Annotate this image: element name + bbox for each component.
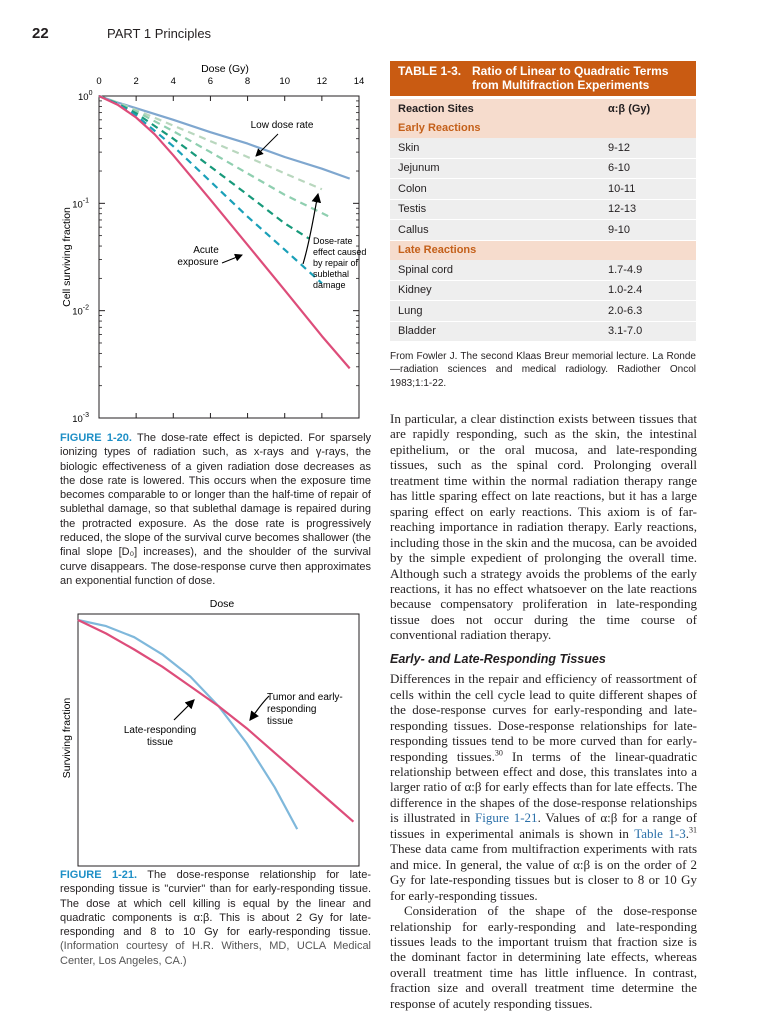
- body-column: [390, 411, 697, 1011]
- table-group-label: Late Reactions: [390, 240, 696, 260]
- arrow-acute: [222, 255, 242, 263]
- table-title: [390, 61, 696, 96]
- table-row: [390, 280, 696, 301]
- label-dr-4: sublethal: [313, 269, 350, 279]
- x-axis-title: Dose: [209, 598, 235, 610]
- label-dr-1: Dose-rate: [313, 236, 353, 246]
- ratio-cell: 6-10: [600, 158, 696, 179]
- site-cell: Colon: [390, 179, 600, 200]
- label-tumor-3: tissue: [267, 716, 294, 727]
- series-line-dose-rate-3: [99, 96, 309, 239]
- label-tumor-2: responding: [267, 704, 317, 715]
- y-tick-label: $10^0$: [78, 90, 93, 103]
- site-cell: Callus: [390, 220, 600, 241]
- label-dr-3: by repair of: [313, 258, 359, 268]
- site-cell: Spinal cord: [390, 260, 600, 280]
- table-label: TABLE 1-3.: [398, 64, 462, 78]
- figure-1-21-chart: [56, 592, 376, 868]
- x-tick-label: 0: [96, 76, 102, 87]
- ratio-cell: 9-10: [600, 220, 696, 241]
- site-cell: Kidney: [390, 280, 600, 301]
- label-dr-2: effect caused: [313, 247, 367, 257]
- figure-link[interactable]: Figure 1-21: [475, 810, 538, 826]
- figure-1-21-caption: [60, 868, 371, 968]
- caption-label: FIGURE 1-21.: [60, 869, 138, 881]
- caption-label: FIGURE 1-20.: [60, 432, 132, 444]
- x-tick-label: 4: [170, 76, 176, 87]
- table-row: [390, 260, 696, 280]
- x-tick-label: 6: [207, 76, 214, 87]
- dose-response-curves: [78, 620, 353, 829]
- table-header-cell: Reaction Sites: [390, 99, 600, 119]
- table-row: [390, 301, 696, 322]
- table-row: [390, 179, 696, 200]
- site-cell: Skin: [390, 138, 600, 158]
- site-cell: Lung: [390, 301, 600, 322]
- x-tick-label: 10: [279, 76, 291, 87]
- table-title-line-2: from Multifraction Experiments: [472, 77, 650, 92]
- table-group-row: [390, 240, 696, 260]
- ratio-cell: 1.0-2.4: [600, 280, 696, 301]
- arrow-late: [174, 700, 194, 720]
- x-tick-label: 8: [244, 76, 251, 87]
- table-1-3: [390, 61, 696, 390]
- site-cell: Jejunum: [390, 158, 600, 179]
- y-axis-title: Surviving fraction: [61, 697, 73, 779]
- table-title-line-1: Ratio of Linear to Quadratic Terms: [472, 64, 669, 78]
- figure-1-20-chart: [56, 56, 376, 428]
- y-tick-label: $10^{-2}$: [72, 304, 89, 318]
- label-acute-2: exposure: [177, 257, 219, 268]
- table-row: [390, 158, 696, 179]
- survival-curves: [99, 96, 350, 368]
- series-line-low-dose-rate: [99, 96, 350, 179]
- label-late-2: tissue: [146, 737, 174, 748]
- label-tumor-1: Tumor and early-: [267, 692, 343, 703]
- table-source: From Fowler J. The second Klaas Breur memorial lecture. La Ronde—radiation sciences and medical radiology. Radiother Oncol 1983;1:1-22.: [390, 351, 696, 389]
- ratio-cell: 12-13: [600, 199, 696, 220]
- caption-text: The dose-response relationship for late-responding tissue is "curvier" than for early-responding tissue. The dose at which cell killing is equal by the linear and quadratic components is α:β. This is about 2 Gy for late-responding and 8 to 10 Gy for early-responding tissue.: [60, 869, 372, 939]
- site-cell: Bladder: [390, 321, 600, 342]
- paragraph-3: Consideration of the shape of the dose-response relationship for early-responding and late-responding tissues leads to the important truism that fraction size is the dominant factor in determining late effects, whereas overall treatment time has little influence. In contrast, fraction size and overall treatment time determine the response of acutely responding tissues.: [390, 903, 697, 1011]
- page-number: 22: [32, 25, 49, 42]
- table-group-row: [390, 119, 696, 139]
- x-tick-label: 12: [316, 76, 328, 87]
- ratio-cell: 1.7-4.9: [600, 260, 696, 280]
- y-axis-title: Cell surviving fraction: [61, 207, 73, 307]
- table-header-cell: α:β (Gy): [600, 99, 696, 119]
- x-tick-label: 14: [353, 76, 365, 87]
- label-dr-5: damage: [313, 280, 346, 290]
- plot-frame: [78, 614, 359, 866]
- running-head: PART 1 Principles: [107, 26, 212, 41]
- table-body: [390, 99, 696, 342]
- ratio-cell: 10-11: [600, 179, 696, 200]
- site-cell: Testis: [390, 199, 600, 220]
- y-tick-label: $10^{-3}$: [72, 412, 89, 425]
- label-late-1: Late-responding: [123, 725, 197, 736]
- ratio-cell: 2.0-6.3: [600, 301, 696, 322]
- paragraph-1: In particular, a clear distinction exists between tissues that are rapidly responding, such as the skin, the intestinal epithelium, or the oral mucosa, and late-responding tissues, such as the spinal cord. Prolonging overall treatment time within the normal radiation therapy range has little sparing effect on late reactions, but it has a large sparing effect on early reactions. This axiom is of far-reaching importance in radiation therapy. Early reactions, including those in the skin and the mucosa, can be avoided by the simple expedient of prolonging the overall time. Although such a strategy avoids the problems of the early reactions, it has no effect whatsoever on the late reactions because compensatory proliferation in late-responding tissue does not occur during the time course of conventional radiation therapy.: [390, 411, 697, 643]
- y-tick-label: $10^{-1}$: [72, 197, 89, 211]
- ratio-cell: 3.1-7.0: [600, 321, 696, 342]
- table-row: [390, 220, 696, 241]
- plot-frame: [99, 96, 359, 418]
- x-axis-title: Dose (Gy): [201, 63, 249, 75]
- table-row: [390, 321, 696, 342]
- label-low-dose-rate: Low dose rate: [250, 120, 314, 131]
- series-line-early-responding: [78, 620, 353, 822]
- table-group-label: Early Reactions: [390, 119, 696, 139]
- table-row: [390, 138, 696, 158]
- caption-text: The dose-rate effect is depicted. For sparsely ionizing types of radiation such, as x-rays and γ-rays, the biologic effectiveness of a given radiation dose decreases as the dose rate is lowered. This occurs when the exposure time becomes comparable to or longer than the half-time of repair of sublethal damage, so that sublethal damage is repaired during the protracted exposure. As the dose rate is progressively reduced, the slope of the survival curve becomes shallower (the final slope [D₀] increases), and the shoulder of the survival curve disappears. The dose-response curve then approximates an exponential function of dose.: [60, 432, 372, 587]
- label-acute-1: Acute: [193, 245, 219, 256]
- paragraph-2: Differences in the repair and efficiency of reassortment of cells within the cell cycle lead to quite different shapes of the dose-response curves for early-responding and late-responding tissues. Dose-response relationships for late-responding tissues tend to be more curved than for early-responding tissues.$^{30}$ In terms of the linear-quadratic relationship between effect and dose, this translates into a larger ratio of α:β for early effects than for late effects. The difference in the shapes of the dose-response relationships is illustrated in Figure 1-21. Values of α:β for a range of tissues in experimental animals is shown in Table 1-3.31 These data came from multifraction experiments with rats and mice. In general, the value of α:β is on the order of 2 Gy for late-responding tissues but is closer to 8 or 10 Gy for early-responding tissues.: [390, 671, 698, 903]
- table-row: [390, 199, 696, 220]
- figure-1-20-caption: [60, 431, 371, 588]
- table-header-row: [390, 99, 696, 119]
- caption-credit: (Information courtesy of H.R. Withers, MD, UCLA Medical Center, Los Angeles, CA.): [60, 940, 371, 967]
- ratio-cell: 9-12: [600, 138, 696, 158]
- table-link[interactable]: Table 1-3: [634, 825, 686, 841]
- x-tick-label: 2: [133, 76, 139, 87]
- section-heading: Early- and Late-Responding Tissues: [390, 651, 606, 666]
